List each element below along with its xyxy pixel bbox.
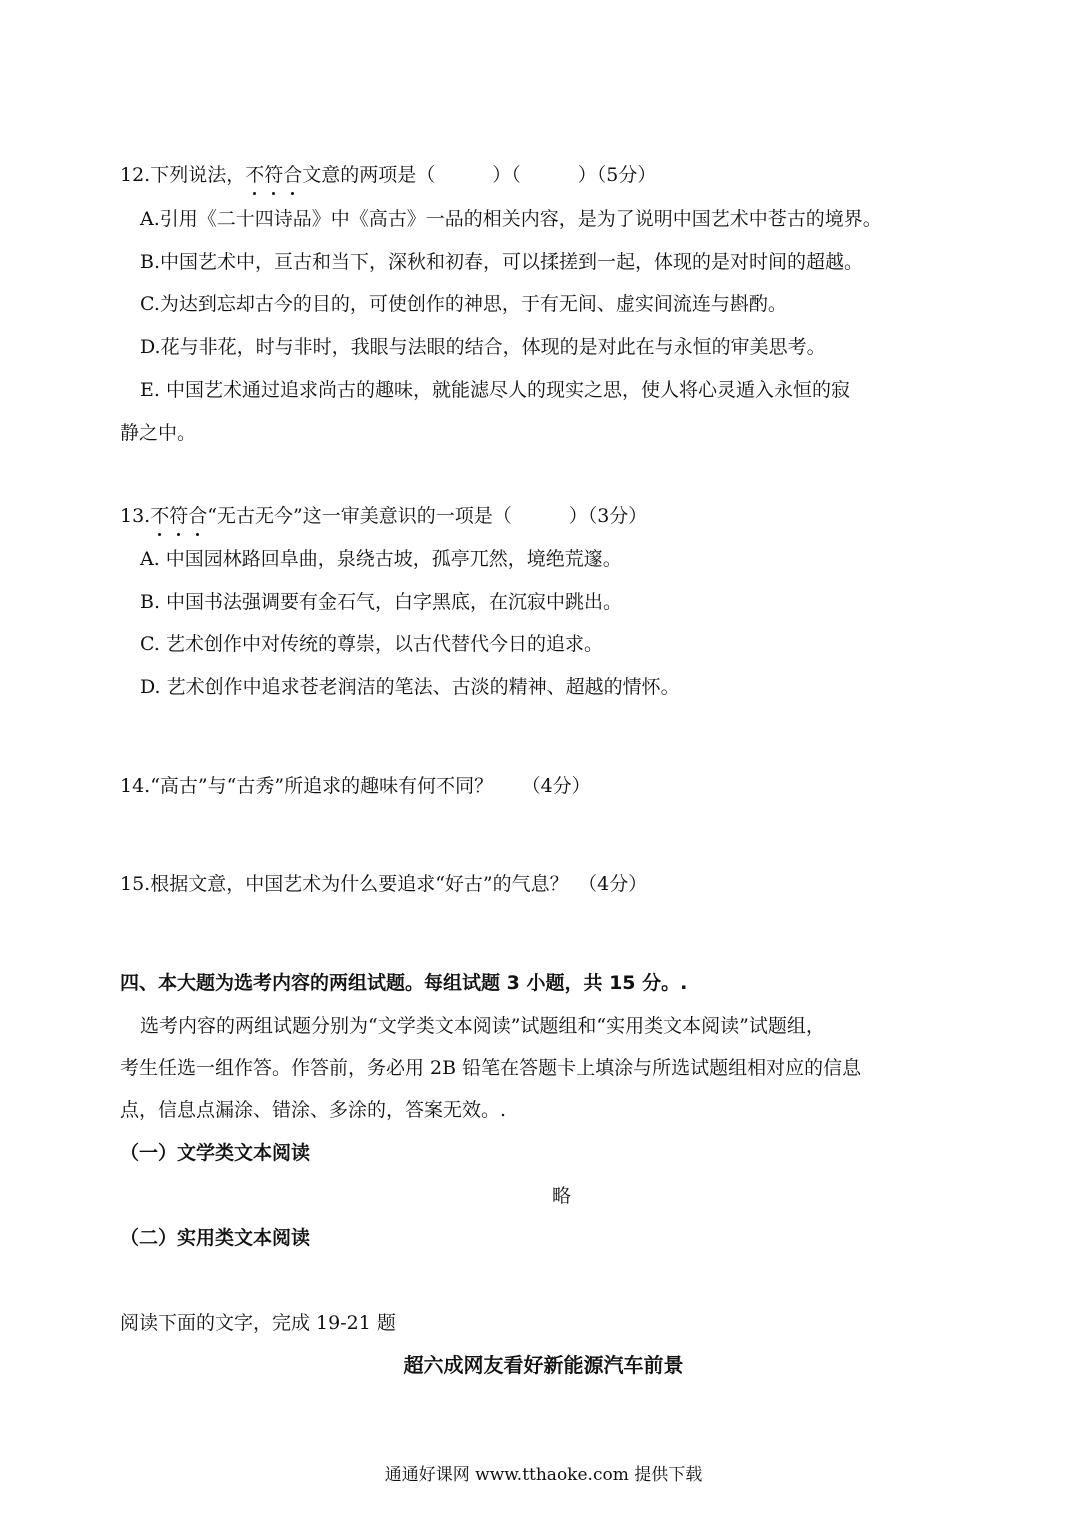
- q12-suffix: 文意的两项是（ ）（ ）（5分）: [302, 164, 657, 186]
- q13-prefix: 13.: [120, 505, 151, 527]
- q12-option-d: D.花与非花，时与非时，我眼与法眼的结合，体现的是对此在与永恒的审美思考。: [140, 336, 826, 358]
- emphasis-char: 不: [150, 505, 170, 527]
- section-4-para-line-1: 选考内容的两组试题分别为“文学类文本阅读”试题组和“实用类文本阅读”试题组，: [140, 1015, 825, 1037]
- emphasis-char: 符: [169, 505, 189, 527]
- question-13-stem: [120, 503, 647, 529]
- reading-instruction: 阅读下面的文字，完成 19-21 题: [120, 1312, 396, 1334]
- omitted-note: 略: [552, 1185, 572, 1207]
- question-15: 15.根据文意，中国艺术为什么要追求“好古”的气息？ （4分）: [120, 873, 648, 895]
- q13-option-a: A. 中国园林路回阜曲，泉绕古坡，孤亭兀然，境绝荒邃。: [140, 548, 622, 570]
- question-12-stem: [120, 162, 656, 188]
- subsection-2-heading: （二）实用类文本阅读: [120, 1227, 311, 1249]
- subsection-1-heading: （一）文学类文本阅读: [120, 1142, 311, 1164]
- emphasis-char: 合: [188, 505, 208, 527]
- article-title: 超六成网友看好新能源汽车前景: [403, 1353, 684, 1377]
- emphasis-char: 合: [283, 164, 303, 186]
- emphasis-char: 不: [245, 164, 265, 186]
- emphasis-char: 符: [264, 164, 284, 186]
- question-14: 14.“高古”与“古秀”所追求的趣味有何不同？ （4分）: [120, 775, 591, 797]
- q13-option-b: B. 中国书法强调要有金石气，白字黑底，在沉寂中跳出。: [140, 591, 623, 613]
- q12-option-c: C.为达到忘却古今的目的，可使创作的神思，于有无间、虚实间流连与斟酌。: [140, 293, 787, 315]
- q12-option-a: A.引用《二十四诗品》中《高古》一品的相关内容，是为了说明中国艺术中苍古的境界。: [140, 208, 882, 230]
- q12-prefix: 12.下列说法，: [120, 164, 246, 186]
- section-4-para-line-2: 考生任选一组作答。作答前，务必用 2B 铅笔在答题卡上填涂与所选试题组相对应的信息: [120, 1057, 862, 1079]
- q12-option-b: B.中国艺术中，亘古和当下，深秋和初春，可以揉搓到一起，体现的是对时间的超越。: [140, 251, 864, 273]
- q13-suffix: “无古无今”这一审美意识的一项是（ ）（3分）: [207, 505, 648, 527]
- page-footer: 通通好课网 www.tthaoke.com 提供下载: [384, 1465, 703, 1485]
- q13-option-c: C. 艺术创作中对传统的尊崇，以古代替代今日的追求。: [140, 633, 603, 655]
- q12-option-e-continued: 静之中。: [120, 422, 197, 444]
- section-4-heading: 四、本大题为选考内容的两组试题。每组试题 3 小题，共 15 分。.: [120, 972, 688, 994]
- section-4-para-line-3: 点，信息点漏涂、错涂、多涂的，答案无效。.: [120, 1099, 507, 1121]
- q13-option-d: D. 艺术创作中追求苍老润洁的笔法、古淡的精神、超越的情怀。: [140, 676, 680, 698]
- q12-option-e: E. 中国艺术通过追求尚古的趣味，就能滤尽人的现实之思，使人将心灵遁入永恒的寂: [140, 379, 850, 401]
